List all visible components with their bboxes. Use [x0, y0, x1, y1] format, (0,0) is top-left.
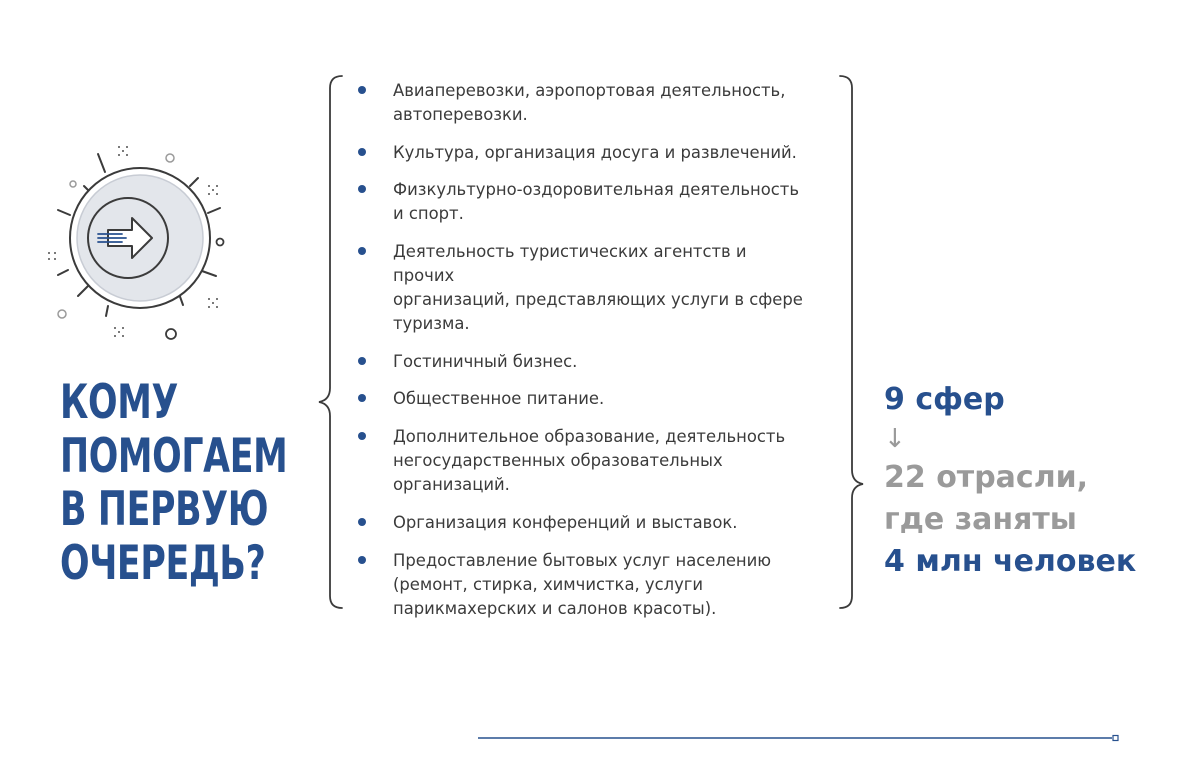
stats-summary: [884, 379, 1184, 583]
right-brace-divider: [836, 74, 866, 610]
bullet-icon: [358, 556, 366, 564]
people-count: 4 млн человек: [884, 544, 1137, 579]
list-item: [358, 549, 808, 621]
page-title: [60, 375, 288, 591]
footer-divider: [478, 732, 1122, 744]
list-item: [358, 178, 808, 226]
bullet-icon: [358, 518, 366, 526]
list-item-text: Деятельность туристических агентств и прочих организаций, представляющих услуги в сфере туризма.: [393, 242, 803, 334]
bullet-icon: [358, 394, 366, 402]
list-item-text: Предоставление бытовых услуг населению (ремонт, стирка, химчистка, услуги парикмахерских и салонов красоты).: [393, 550, 772, 618]
title-line: ПОМОГАЕМ: [60, 428, 288, 484]
list-item: [358, 511, 808, 535]
bullet-icon: [358, 432, 366, 440]
title-line: КОМУ: [60, 375, 178, 430]
list-item: [358, 387, 808, 411]
title-line: В ПЕРВУЮ: [60, 482, 269, 537]
bullet-icon: [358, 185, 366, 193]
down-arrow-icon: ↓: [884, 424, 906, 454]
left-brace-divider: [316, 74, 346, 610]
list-item: [358, 425, 808, 497]
list-item-text: Авиаперевозки, аэропортовая деятельность, автоперевозки.: [393, 81, 786, 124]
list-item-text: Физкультурно-оздоровительная деятельность и спорт.: [393, 180, 799, 224]
employed-label: где заняты: [884, 502, 1077, 537]
bullet-icon: [358, 86, 366, 94]
list-item-text: Дополнительное образование, деятельность негосударственных образовательных организаций.: [393, 427, 786, 495]
list-item-text: Общественное питание.: [393, 389, 605, 409]
bullet-icon: [358, 247, 366, 255]
title-line: ОЧЕРЕДЬ?: [60, 535, 266, 591]
bullet-icon: [358, 148, 366, 156]
industries-count: 22 отрасли,: [884, 460, 1089, 495]
sector-list: [358, 79, 808, 634]
list-item-text: Культура, организация досуга и развлечений.: [393, 142, 797, 162]
spheres-count: 9 сфер: [884, 382, 1005, 417]
arrow-right-circle-icon: [40, 138, 240, 348]
list-item: [358, 240, 808, 336]
list-item: [358, 79, 808, 127]
list-item-text: Гостиничный бизнес.: [393, 351, 578, 371]
list-item: [358, 350, 808, 374]
list-item: [358, 141, 808, 165]
list-item-text: Организация конференций и выставок.: [393, 512, 738, 532]
bullet-icon: [358, 357, 366, 365]
